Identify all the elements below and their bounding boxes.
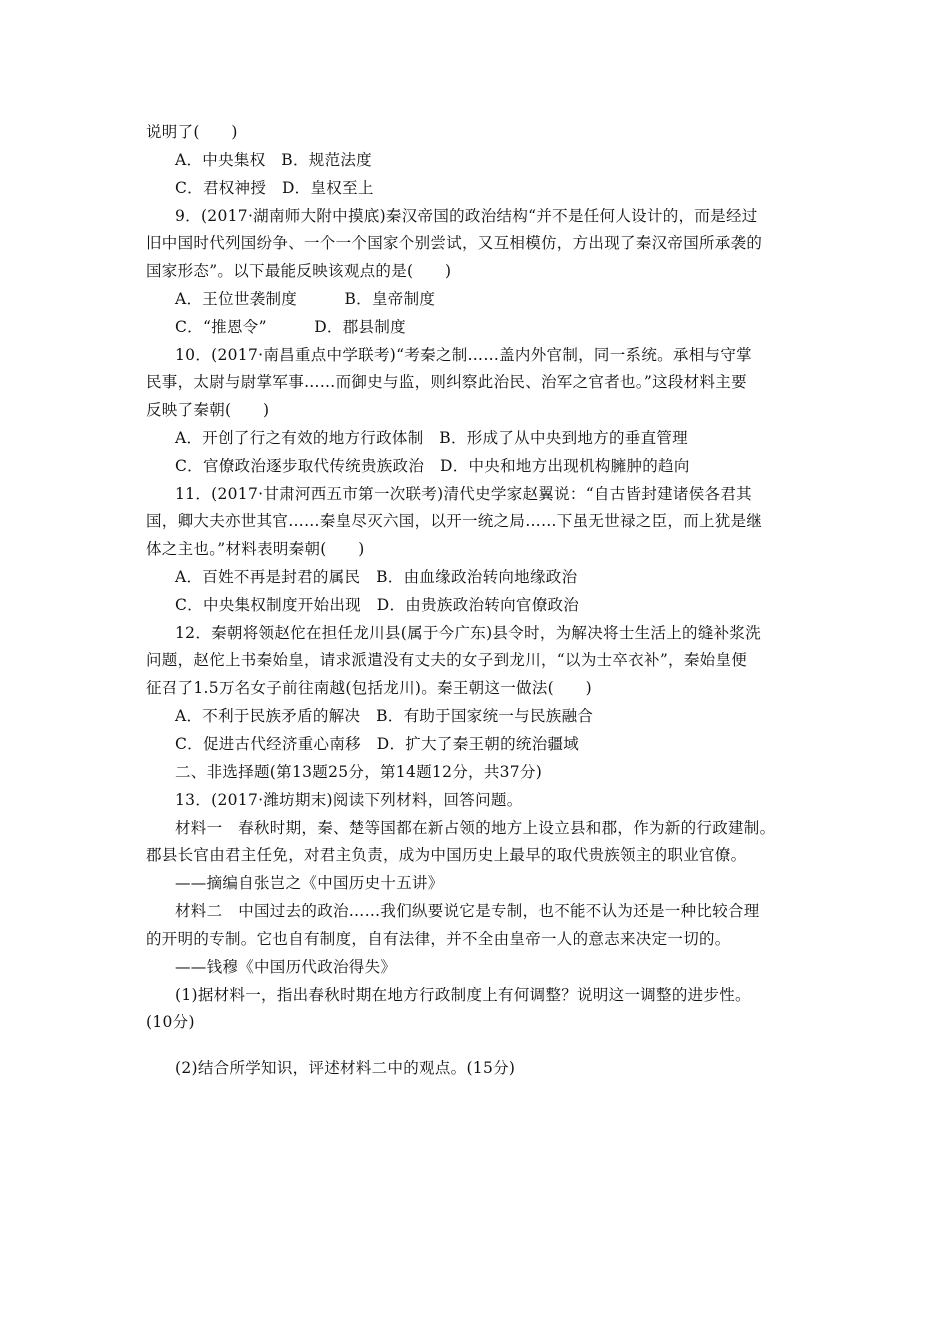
q13-sub2: (2)结合所学知识，评述材料二中的观点。(15分) [175, 1059, 516, 1077]
q11-stem-line: 体之主也。”材料表明秦朝( ) [146, 540, 365, 558]
q11-stem-line: 国，卿大夫亦世其官……秦皇尽灭六国，以开一统之局……下虽无世禄之臣，而上犹是继 [146, 512, 763, 530]
q13-stem: 13．(2017·潍坊期末)阅读下列材料，回答问题。 [175, 791, 523, 809]
q10-stem-line: 反映了秦朝( ) [146, 401, 270, 419]
q11-options-cd: C．中央集权制度开始出现 D．由贵族政治转向官僚政治 [175, 596, 580, 614]
section-heading: 二、非选择题(第13题25分，第14题12分，共37分) [175, 763, 543, 781]
q12-stem-line: 征召了1.5万名女子前往南越(包括龙川)。秦王朝这一做法( ) [146, 679, 592, 697]
q11-options-ab: A．百姓不再是封君的属民 B．由血缘政治转向地缘政治 [175, 568, 578, 586]
q12-options-ab: A．不利于民族矛盾的解决 B．有助于国家统一与民族融合 [175, 707, 594, 725]
q12-stem-line: 12．秦朝将领赵佗在担任龙川县(属于今广东)县令时，为解决将士生活上的缝补浆洗 [175, 624, 762, 642]
q12-stem-line: 问题，赵佗上书秦始皇，请求派遣没有丈夫的女子到龙川，“以为士卒衣补”，秦始皇便 [146, 651, 748, 669]
material-two-line: 材料二 中国过去的政治……我们纵要说它是专制，也不能不认为还是一种比较合理 [175, 902, 760, 920]
q10-options-ab: A．开创了行之有效的地方行政体制 B．形成了从中央到地方的垂直管理 [175, 429, 688, 447]
material-one-line: 材料一 春秋时期，秦、楚等国都在新占领的地方上设立县和郡，作为新的行政建制。 [175, 819, 776, 837]
q11-stem-line: 11．(2017·甘肃河西五市第一次联考)清代史学家赵翼说：“自古皆封建诸侯各君其 [175, 485, 752, 503]
q9-stem-line: 旧中国时代列国纷争、一个一个国家个别尝试，又互相模仿，方出现了秦汉帝国所承袭的 [146, 234, 763, 252]
q8-options-ab: A．中央集权 B．规范法度 [175, 151, 372, 169]
q9-stem-line: 9．(2017·湖南师大附中摸底)秦汉帝国的政治结构“并不是任何人设计的，而是经过 [175, 207, 758, 225]
material-two-source: ——钱穆《中国历代政治得失》 [175, 958, 397, 976]
material-two-line: 的开明的专制。它也自有制度，自有法律，并不全由皇帝一人的意志来决定一切的。 [146, 930, 731, 948]
q10-stem-line: 10．(2017·南昌重点中学联考)“考秦之制……盖内外官制，同一系统。承相与守掌 [175, 346, 752, 364]
material-one-source: ——摘编自张岂之《中国历史十五讲》 [175, 874, 444, 892]
q12-options-cd: C．促进古代经济重心南移 D．扩大了秦王朝的统治疆域 [175, 735, 580, 753]
q9-options-cd: C．“推恩令” D．郡县制度 [175, 318, 406, 336]
q9-stem-line: 国家形态”。以下最能反映该观点的是( ) [146, 262, 452, 280]
q8-stem-end: 说明了( ) [146, 123, 238, 141]
q8-options-cd: C．君权神授 D．皇权至上 [175, 179, 374, 197]
q13-sub1-score: (10分) [146, 1013, 195, 1031]
material-one-line: 郡县长官由君主任免，对君主负责，成为中国历史上最早的取代贵族领主的职业官僚。 [146, 846, 747, 864]
q10-stem-line: 民事，太尉与尉掌军事……而御史与监，则纠察此治民、治军之官者也。”这段材料主要 [146, 373, 747, 391]
q13-sub1: (1)据材料一，指出春秋时期在地方行政制度上有何调整？说明这一调整的进步性。 [175, 986, 751, 1004]
q9-options-ab: A．王位世袭制度 B．皇帝制度 [175, 290, 436, 308]
q10-options-cd: C．官僚政治逐步取代传统贵族政治 D．中央和地方出现机构臃肿的趋向 [175, 457, 690, 475]
